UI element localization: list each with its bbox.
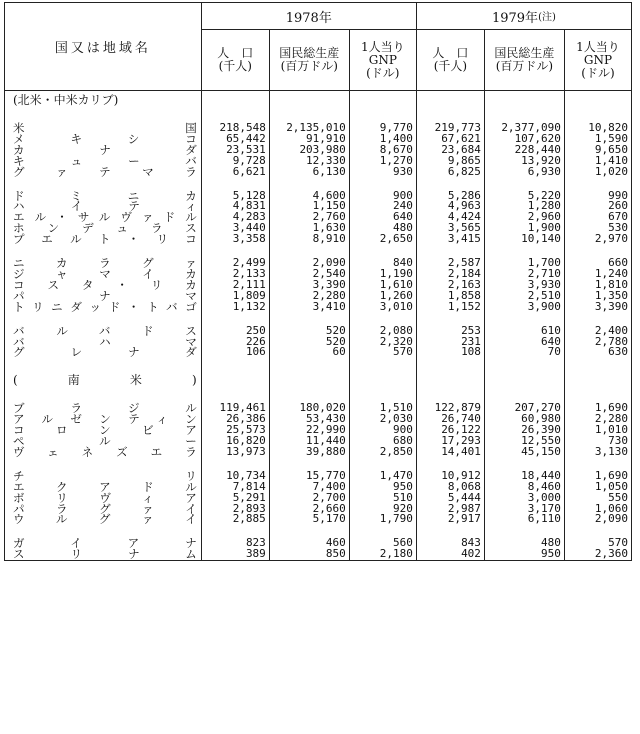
section-title: (北米・中米カリブ) (5, 91, 202, 111)
population-1979-cell: 8,068 (416, 482, 484, 493)
population-1979-header: 人 口 (千人) (416, 30, 484, 91)
gnp-per-capita-1979-cell: 1,060 (564, 504, 631, 515)
gnp-1978-cell: 53,430 (269, 414, 349, 425)
population-1979-cell: 9,865 (416, 156, 484, 167)
gnp-per-capita-1979-cell: 630 (564, 347, 631, 358)
gnp-1979-cell: 3,930 (484, 280, 564, 291)
gnp-per-capita-1978-cell: 840 (349, 258, 416, 269)
population-1978-cell: 119,461 (201, 403, 269, 414)
gnp-1979-cell: 1,280 (484, 201, 564, 212)
gnp-1978-cell: 5,170 (269, 514, 349, 525)
table-body (5, 91, 632, 561)
gnp-per-capita-1979-cell: 1,350 (564, 291, 631, 302)
population-1979-cell: 2,587 (416, 258, 484, 269)
gnp-per-capita-1978-cell: 900 (349, 191, 416, 202)
country-name: バハマ (5, 337, 202, 348)
gnp-1978-cell: 91,910 (269, 134, 349, 145)
country-name: プエルト・リコ (5, 234, 202, 245)
gnp-per-capita-1979-cell: 2,090 (564, 514, 631, 525)
gnp-1978-cell: 39,880 (269, 447, 349, 458)
gnp-1978-cell: 60 (269, 347, 349, 358)
gnp-1978-cell: 1,630 (269, 223, 349, 234)
population-1978-cell: 25,573 (201, 425, 269, 436)
table-row (5, 514, 632, 525)
gnp-1978-cell: 2,090 (269, 258, 349, 269)
gnp-per-capita-1979-cell: 730 (564, 436, 631, 447)
country-name: エル・サルヴァドル (5, 212, 202, 223)
gnp-per-capita-1978-cell: 510 (349, 493, 416, 504)
population-1978-cell: 823 (201, 538, 269, 549)
country-statistics-table (4, 2, 632, 561)
country-name: コロンビア (5, 425, 202, 436)
gnp-1979-cell: 6,930 (484, 167, 564, 178)
gnp-1979-cell: 26,390 (484, 425, 564, 436)
country-name: チリ (5, 471, 202, 482)
gnp-1978-cell: 15,770 (269, 471, 349, 482)
gnp-1978-cell: 7,400 (269, 482, 349, 493)
gnp-per-capita-1978-cell: 1,400 (349, 134, 416, 145)
gnp-per-capita-1979-cell: 1,410 (564, 156, 631, 167)
population-1979-cell: 17,293 (416, 436, 484, 447)
gnp-per-capita-1978-cell: 2,080 (349, 326, 416, 337)
gnp-1978-cell: 2,660 (269, 504, 349, 515)
gnp-per-capita-1978-cell: 570 (349, 347, 416, 358)
population-1979-cell: 26,122 (416, 425, 484, 436)
gnp-1978-header: 国民総生産 (百万ドル) (269, 30, 349, 91)
population-1978-cell: 250 (201, 326, 269, 337)
gnp-per-capita-1979-cell: 2,280 (564, 414, 631, 425)
gnp-1978-cell: 2,540 (269, 269, 349, 280)
gnp-per-capita-1979-cell: 1,050 (564, 482, 631, 493)
gnp-1978-cell: 2,700 (269, 493, 349, 504)
population-1979-cell: 4,424 (416, 212, 484, 223)
country-name: パナマ (5, 291, 202, 302)
gnp-1979-cell: 228,440 (484, 145, 564, 156)
population-1979-cell: 122,879 (416, 403, 484, 414)
gnp-1979-cell: 8,460 (484, 482, 564, 493)
gnp-1978-cell: 3,390 (269, 280, 349, 291)
population-1978-cell: 26,386 (201, 414, 269, 425)
gnp-1978-cell: 520 (269, 326, 349, 337)
year-1979-note: (注) (538, 11, 556, 23)
country-name: グレナダ (5, 347, 202, 358)
gnp-per-capita-1978-cell: 8,670 (349, 145, 416, 156)
gnp-1979-cell: 2,510 (484, 291, 564, 302)
gnp-1979-cell: 480 (484, 538, 564, 549)
gnp-1979-cell: 3,000 (484, 493, 564, 504)
population-1979-cell: 219,773 (416, 123, 484, 134)
country-name: ホンデュラス (5, 223, 202, 234)
population-1979-cell: 3,565 (416, 223, 484, 234)
country-name: エクアドル (5, 482, 202, 493)
section-header-row (5, 371, 632, 390)
gnp-1978-cell: 11,440 (269, 436, 349, 447)
country-name: カナダ (5, 145, 202, 156)
gnp-per-capita-1978-cell: 930 (349, 167, 416, 178)
country-name: ニカラグァ (5, 258, 202, 269)
country-name: ジャマイカ (5, 269, 202, 280)
country-name: ボリヴィア (5, 493, 202, 504)
gnp-per-capita-1979-cell: 570 (564, 538, 631, 549)
population-1978-cell: 1,132 (201, 302, 269, 313)
population-1978-header: 人 口 (千人) (201, 30, 269, 91)
gnp-per-capita-1979-cell: 2,400 (564, 326, 631, 337)
country-name: ウルグァイ (5, 514, 202, 525)
gnp-per-capita-1979-cell: 260 (564, 201, 631, 212)
gnp-per-capita-1978-cell: 1,610 (349, 280, 416, 291)
country-name: ブラジル (5, 403, 202, 414)
gnp-1979-cell: 207,270 (484, 403, 564, 414)
spacer-row (5, 358, 632, 371)
gnp-1978-cell: 180,020 (269, 403, 349, 414)
population-1978-cell: 6,621 (201, 167, 269, 178)
gnp-per-capita-1978-cell: 560 (349, 538, 416, 549)
population-1979-cell: 5,286 (416, 191, 484, 202)
gnp-1979-cell: 950 (484, 549, 564, 560)
statistics-page (4, 2, 632, 728)
gnp-per-capita-1978-cell: 1,260 (349, 291, 416, 302)
gnp-per-capita-1979-cell: 2,970 (564, 234, 631, 245)
population-1978-cell: 106 (201, 347, 269, 358)
table-row (5, 347, 632, 358)
gnp-per-capita-1979-cell: 1,690 (564, 471, 631, 482)
gnp-1979-cell: 2,960 (484, 212, 564, 223)
population-1979-cell: 67,621 (416, 134, 484, 145)
gnp-1979-cell: 12,550 (484, 436, 564, 447)
population-1979-cell: 14,401 (416, 447, 484, 458)
population-1978-cell: 389 (201, 549, 269, 560)
gnp-1979-cell: 2,710 (484, 269, 564, 280)
population-1978-cell: 10,734 (201, 471, 269, 482)
country-name: ペルー (5, 436, 202, 447)
gnp-1978-cell: 1,150 (269, 201, 349, 212)
population-1979-cell: 6,825 (416, 167, 484, 178)
country-name: トリニダッド・トバゴ (5, 302, 202, 313)
year-1978-header: 1978年 (201, 3, 416, 30)
gnp-1979-cell: 5,220 (484, 191, 564, 202)
gnp-per-capita-1978-cell: 640 (349, 212, 416, 223)
country-name: キューバ (5, 156, 202, 167)
gnp-per-capita-1978-cell: 1,510 (349, 403, 416, 414)
gnp-per-capita-1979-cell: 10,820 (564, 123, 631, 134)
population-1979-cell: 1,152 (416, 302, 484, 313)
gnp-1979-cell: 45,150 (484, 447, 564, 458)
gnp-1979-cell: 3,170 (484, 504, 564, 515)
population-1978-cell: 2,499 (201, 258, 269, 269)
gnp-per-capita-1978-cell: 2,650 (349, 234, 416, 245)
gnp-per-capita-1979-cell: 9,650 (564, 145, 631, 156)
population-1979-cell: 402 (416, 549, 484, 560)
gnp-1978-cell: 4,600 (269, 191, 349, 202)
gnp-per-capita-1978-cell: 1,190 (349, 269, 416, 280)
gnp-per-capita-1979-cell: 1,020 (564, 167, 631, 178)
gnp-per-capita-1978-cell: 2,320 (349, 337, 416, 348)
population-1978-cell: 2,893 (201, 504, 269, 515)
section-header-row (5, 91, 632, 111)
gnp-per-capita-1978-cell: 240 (349, 201, 416, 212)
gnp-per-capita-1978-cell: 9,770 (349, 123, 416, 134)
gnp-per-capita-1979-cell: 1,810 (564, 280, 631, 291)
gnp-per-capita-1979-cell: 550 (564, 493, 631, 504)
country-name: アルゼンティン (5, 414, 202, 425)
population-1978-cell: 218,548 (201, 123, 269, 134)
population-1979-cell: 2,917 (416, 514, 484, 525)
gnp-1979-cell: 60,980 (484, 414, 564, 425)
year-1979-header: 1979年(注) (416, 3, 631, 30)
gnp-per-capita-1978-cell: 480 (349, 223, 416, 234)
population-1978-cell: 65,442 (201, 134, 269, 145)
gnp-1978-cell: 203,980 (269, 145, 349, 156)
gnp-per-capita-1978-cell: 680 (349, 436, 416, 447)
gnp-per-capita-1978-cell: 1,790 (349, 514, 416, 525)
table-row (5, 549, 632, 560)
section-title: (南米) (5, 371, 202, 390)
gnp-1979-cell: 1,700 (484, 258, 564, 269)
country-name: バルバドス (5, 326, 202, 337)
population-1979-cell: 1,858 (416, 291, 484, 302)
gnp-1978-cell: 460 (269, 538, 349, 549)
gnp-1978-cell: 22,990 (269, 425, 349, 436)
gnp-per-capita-1978-cell: 2,850 (349, 447, 416, 458)
gnp-per-capita-1979-header: 1人当り GNP (ドル) (564, 30, 631, 91)
gnp-1978-cell: 12,330 (269, 156, 349, 167)
gnp-per-capita-1979-cell: 1,240 (564, 269, 631, 280)
population-1979-cell: 26,740 (416, 414, 484, 425)
gnp-per-capita-1978-cell: 1,470 (349, 471, 416, 482)
gnp-per-capita-1979-cell: 1,690 (564, 403, 631, 414)
gnp-per-capita-1978-cell: 920 (349, 504, 416, 515)
table-row (5, 234, 632, 245)
gnp-per-capita-1979-cell: 1,010 (564, 425, 631, 436)
gnp-per-capita-1978-cell: 2,030 (349, 414, 416, 425)
population-1978-cell: 4,831 (201, 201, 269, 212)
gnp-per-capita-1979-cell: 660 (564, 258, 631, 269)
gnp-1978-cell: 520 (269, 337, 349, 348)
country-column-header: 国又は地域名 (5, 3, 202, 91)
gnp-1979-cell: 6,110 (484, 514, 564, 525)
population-1978-cell: 4,283 (201, 212, 269, 223)
population-1978-cell: 16,820 (201, 436, 269, 447)
gnp-per-capita-1978-header: 1人当り GNP (ドル) (349, 30, 416, 91)
population-1978-cell: 2,885 (201, 514, 269, 525)
gnp-per-capita-1978-cell: 1,270 (349, 156, 416, 167)
gnp-per-capita-1979-cell: 670 (564, 212, 631, 223)
population-1979-cell: 23,684 (416, 145, 484, 156)
gnp-1979-cell: 2,377,090 (484, 123, 564, 134)
gnp-per-capita-1979-cell: 2,360 (564, 549, 631, 560)
population-1979-cell: 2,163 (416, 280, 484, 291)
gnp-1978-cell: 850 (269, 549, 349, 560)
table-row (5, 447, 632, 458)
gnp-1979-cell: 610 (484, 326, 564, 337)
gnp-1978-cell: 2,760 (269, 212, 349, 223)
population-1979-cell: 231 (416, 337, 484, 348)
population-1978-cell: 3,440 (201, 223, 269, 234)
gnp-1979-cell: 3,900 (484, 302, 564, 313)
population-1978-cell: 23,531 (201, 145, 269, 156)
gnp-per-capita-1978-cell: 2,180 (349, 549, 416, 560)
gnp-1979-cell: 10,140 (484, 234, 564, 245)
gnp-1979-cell: 70 (484, 347, 564, 358)
gnp-1978-cell: 2,135,010 (269, 123, 349, 134)
gnp-per-capita-1978-cell: 950 (349, 482, 416, 493)
gnp-1978-cell: 2,280 (269, 291, 349, 302)
population-1978-cell: 5,291 (201, 493, 269, 504)
gnp-per-capita-1979-cell: 3,130 (564, 447, 631, 458)
country-name: グァテマラ (5, 167, 202, 178)
country-name: パラグァイ (5, 504, 202, 515)
country-name: ガイアナ (5, 538, 202, 549)
country-name: ドミニカ (5, 191, 202, 202)
gnp-1979-header: 国民総生産 (百万ドル) (484, 30, 564, 91)
country-name: メキシコ (5, 134, 202, 145)
population-1979-cell: 3,415 (416, 234, 484, 245)
country-name: コスタ・リカ (5, 280, 202, 291)
population-1979-cell: 108 (416, 347, 484, 358)
gnp-per-capita-1979-cell: 990 (564, 191, 631, 202)
population-1978-cell: 3,358 (201, 234, 269, 245)
gnp-1979-cell: 640 (484, 337, 564, 348)
gnp-1979-cell: 107,620 (484, 134, 564, 145)
table-row (5, 167, 632, 178)
gnp-1978-cell: 8,910 (269, 234, 349, 245)
population-1979-cell: 4,963 (416, 201, 484, 212)
gnp-per-capita-1979-cell: 530 (564, 223, 631, 234)
gnp-per-capita-1978-cell: 3,010 (349, 302, 416, 313)
population-1979-cell: 2,184 (416, 269, 484, 280)
gnp-per-capita-1979-cell: 3,390 (564, 302, 631, 313)
country-name: スリナム (5, 549, 202, 560)
gnp-1979-cell: 18,440 (484, 471, 564, 482)
population-1979-cell: 5,444 (416, 493, 484, 504)
population-1979-cell: 2,987 (416, 504, 484, 515)
country-name: 米国 (5, 123, 202, 134)
population-1978-cell: 5,128 (201, 191, 269, 202)
gnp-1979-cell: 1,900 (484, 223, 564, 234)
population-1978-cell: 2,133 (201, 269, 269, 280)
country-name: ハイティ (5, 201, 202, 212)
population-1979-cell: 10,912 (416, 471, 484, 482)
population-1978-cell: 1,809 (201, 291, 269, 302)
population-1978-cell: 9,728 (201, 156, 269, 167)
table-row (5, 302, 632, 313)
population-1978-cell: 226 (201, 337, 269, 348)
gnp-per-capita-1979-cell: 2,780 (564, 337, 631, 348)
country-name: ヴェネズエラ (5, 447, 202, 458)
population-1978-cell: 7,814 (201, 482, 269, 493)
gnp-per-capita-1978-cell: 900 (349, 425, 416, 436)
population-1979-cell: 253 (416, 326, 484, 337)
gnp-1978-cell: 6,130 (269, 167, 349, 178)
population-1979-cell: 843 (416, 538, 484, 549)
gnp-1979-cell: 13,920 (484, 156, 564, 167)
population-1978-cell: 13,973 (201, 447, 269, 458)
population-1978-cell: 2,111 (201, 280, 269, 291)
gnp-1978-cell: 3,410 (269, 302, 349, 313)
gnp-per-capita-1979-cell: 1,590 (564, 134, 631, 145)
